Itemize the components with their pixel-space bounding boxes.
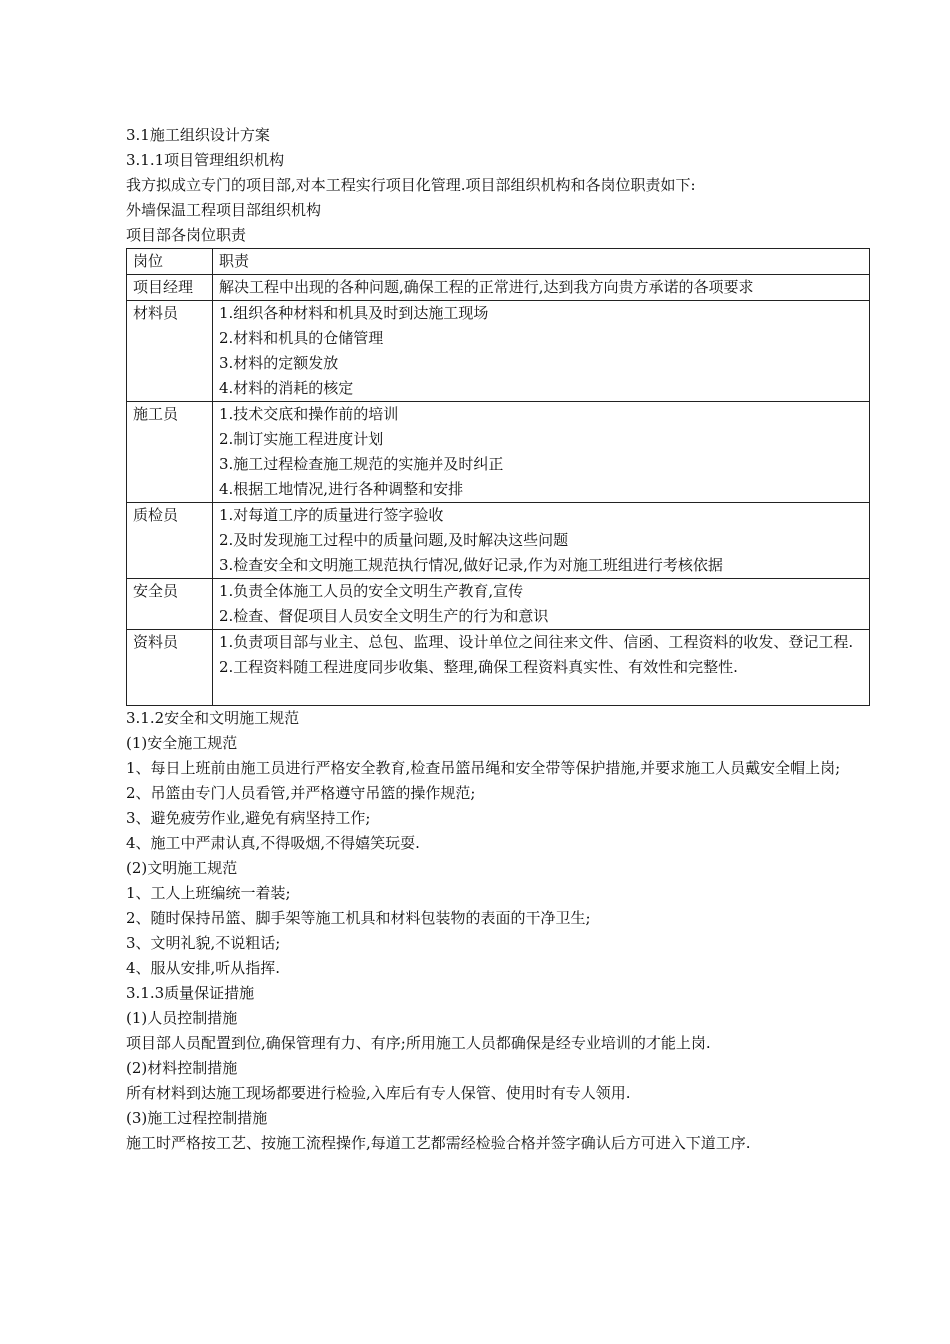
duty-item: 3.施工过程检查施工规范的实施并及时纠正	[219, 455, 504, 473]
table-row	[127, 275, 870, 301]
role-cell: 资料员	[127, 630, 213, 706]
duty-item: 2.材料和机具的仓储管理	[219, 329, 384, 347]
duty-cell	[213, 275, 870, 301]
table-header-cell: 岗位	[127, 249, 213, 275]
duty-item: 4.材料的消耗的核定	[219, 379, 354, 397]
civil-item: 2、随时保持吊篮、脚手架等施工机具和材料包装物的表面的干净卫生;	[126, 909, 591, 927]
intro-paragraph: 我方拟成立专门的项目部,对本工程实行项目化管理.项目部组织机构和各岗位职责如下:	[126, 176, 696, 194]
quality-text: 所有材料到达施工现场都要进行检验,入库后有专人保管、使用时有专人领用.	[126, 1084, 631, 1102]
table-row	[127, 630, 870, 706]
duty-table-title: 项目部各岗位职责	[126, 226, 247, 244]
civil-item: 1、工人上班编统一着装;	[126, 884, 291, 902]
duty-item: 2.检查、督促项目人员安全文明生产的行为和意识	[219, 607, 549, 625]
quality-title: (2)材料控制措施	[126, 1059, 238, 1077]
duty-table	[126, 248, 870, 706]
role-cell: 质检员	[127, 503, 213, 579]
duty-item: 解决工程中出现的各种问题,确保工程的正常进行,达到我方向贵方承诺的各项要求	[219, 278, 754, 296]
table-row	[127, 301, 870, 402]
duty-cell	[213, 402, 870, 503]
duty-cell	[213, 503, 870, 579]
blank-line	[219, 680, 863, 705]
table-row	[127, 503, 870, 579]
role-cell: 项目经理	[127, 275, 213, 301]
duty-item: 3.材料的定额发放	[219, 354, 339, 372]
section-heading: 3.1施工组织设计方案	[126, 126, 270, 144]
table-header-row	[127, 249, 870, 275]
table-header-cell: 职责	[213, 249, 870, 275]
subsection-heading: 3.1.3质量保证措施	[126, 984, 255, 1002]
civil-title: (2)文明施工规范	[126, 859, 238, 877]
civil-item: 4、服从安排,听从指挥.	[126, 959, 281, 977]
duty-item: 2.工程资料随工程进度同步收集、整理,确保工程资料真实性、有效性和完整性.	[219, 658, 738, 676]
org-chart-title: 外墙保温工程项目部组织机构	[126, 201, 322, 219]
safety-item: 3、避免疲劳作业,避免有病坚持工作;	[126, 809, 371, 827]
role-cell: 材料员	[127, 301, 213, 402]
duty-item: 1.技术交底和操作前的培训	[219, 405, 399, 423]
table-row	[127, 579, 870, 630]
safety-item: 4、施工中严肃认真,不得吸烟,不得嬉笑玩耍.	[126, 834, 420, 852]
duty-cell	[213, 630, 870, 706]
civil-item: 3、文明礼貌,不说粗话;	[126, 934, 281, 952]
subsection-heading: 3.1.1项目管理组织机构	[126, 151, 285, 169]
quality-title: (1)人员控制措施	[126, 1009, 238, 1027]
duty-cell	[213, 579, 870, 630]
quality-title: (3)施工过程控制措施	[126, 1109, 268, 1127]
document-page	[126, 123, 871, 1156]
role-cell: 安全员	[127, 579, 213, 630]
duty-item: 2.及时发现施工过程中的质量问题,及时解决这些问题	[219, 531, 569, 549]
safety-item: 1、每日上班前由施工员进行严格安全教育,检查吊篮吊绳和安全带等保护措施,并要求施工人员戴安全帽上岗;	[126, 759, 841, 777]
table-row	[127, 402, 870, 503]
subsection-heading: 3.1.2安全和文明施工规范	[126, 709, 300, 727]
quality-text: 项目部人员配置到位,确保管理有力、有序;所用施工人员都确保是经专业培训的才能上岗.	[126, 1034, 711, 1052]
safety-title: (1)安全施工规范	[126, 734, 238, 752]
role-cell: 施工员	[127, 402, 213, 503]
duty-item: 3.检查安全和文明施工规范执行情况,做好记录,作为对施工班组进行考核依据	[219, 556, 723, 574]
duty-item: 1.组织各种材料和机具及时到达施工现场	[219, 304, 489, 322]
duty-item: 1.负责项目部与业主、总包、监理、设计单位之间往来文件、信函、工程资料的收发、登记工程.	[219, 633, 854, 651]
duty-item: 1.负责全体施工人员的安全文明生产教育,宣传	[219, 582, 524, 600]
duty-cell	[213, 301, 870, 402]
duty-item: 2.制订实施工程进度计划	[219, 430, 384, 448]
duty-item: 4.根据工地情况,进行各种调整和安排	[219, 480, 464, 498]
safety-item: 2、吊篮由专门人员看管,并严格遵守吊篮的操作规范;	[126, 784, 476, 802]
duty-item: 1.对每道工序的质量进行签字验收	[219, 506, 444, 524]
quality-text: 施工时严格按工艺、按施工流程操作,每道工艺都需经检验合格并签字确认后方可进入下道工序.	[126, 1134, 751, 1152]
